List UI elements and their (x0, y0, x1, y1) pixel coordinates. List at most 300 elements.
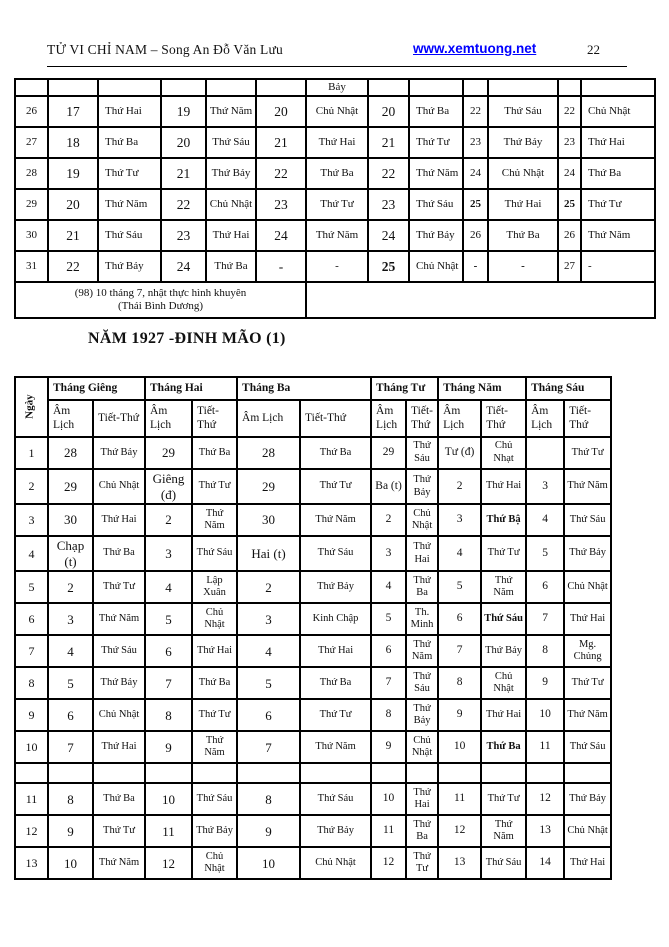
cell: Thứ Sáu (409, 189, 463, 220)
cell: 22 (161, 189, 206, 220)
cell: 20 (161, 127, 206, 158)
table-row (15, 437, 611, 469)
cell: 11 (526, 731, 564, 763)
cell: Thứ Bảy (406, 699, 438, 731)
cell: 12 (15, 815, 48, 847)
cell: Thứ Hai (581, 127, 655, 158)
cell: Chạp (t) (48, 536, 93, 571)
cell (526, 763, 564, 783)
cell: 9 (237, 815, 300, 847)
cell: 19 (48, 158, 98, 189)
cell: Thứ Sáu (406, 437, 438, 469)
footnote-line-2: (Thái Bình Dương) (117, 300, 204, 313)
cell: Thứ Ba (488, 220, 558, 251)
day-column-label: Ngày (23, 394, 36, 419)
cell: 8 (145, 699, 192, 731)
cell: 6 (371, 635, 406, 667)
cell: Mg. Chủng (564, 635, 611, 667)
cell: - (463, 251, 488, 282)
cell: Chủ Nhật (481, 667, 526, 699)
partial-row (15, 79, 655, 96)
cell: Thứ Năm (564, 699, 611, 731)
cell: Thứ Năm (93, 847, 145, 879)
cell: Thứ Hai (300, 635, 371, 667)
cell: 27 (558, 251, 581, 282)
cell: Chủ Nhật (406, 731, 438, 763)
cell: Thứ Hai (488, 189, 558, 220)
cell: 11 (371, 815, 406, 847)
cell: Thứ Ba (192, 437, 237, 469)
cell: 17 (48, 96, 98, 127)
table-row (15, 220, 655, 251)
cell (564, 763, 611, 783)
cell: Thứ Bảy (300, 571, 371, 603)
table-row (15, 127, 655, 158)
subheader-tiet-thu: Tiết-Thứ (192, 400, 237, 437)
cell: 9 (438, 699, 481, 731)
cell: 29 (48, 469, 93, 504)
calendar-table (14, 376, 612, 880)
cell: Chủ Nhật (93, 699, 145, 731)
subheader-am-lich: Âm Lịch (48, 400, 93, 437)
cell: Thứ Năm (192, 504, 237, 536)
cell: 7 (145, 667, 192, 699)
cell: 28 (48, 437, 93, 469)
cell: 24 (368, 220, 409, 251)
cell: Thứ Hai (406, 536, 438, 571)
cell: Th. Minh (406, 603, 438, 635)
table-row (15, 469, 611, 504)
cell: 23 (161, 220, 206, 251)
cell: 11 (438, 783, 481, 815)
cell: Chủ Nhật (93, 469, 145, 504)
cell: Thứ Sáu (406, 667, 438, 699)
cell: 12 (145, 847, 192, 879)
cell: 23 (256, 189, 306, 220)
cell (256, 79, 306, 96)
cell: Thứ Tư (406, 847, 438, 879)
cell: 2 (15, 469, 48, 504)
cell: Thứ Hai (564, 847, 611, 879)
cell: Thứ Ba (93, 783, 145, 815)
cell: Thứ Năm (564, 469, 611, 504)
cell: Thứ Hai (98, 96, 161, 127)
cell: Thứ Ba (93, 536, 145, 571)
cell: Thứ Ba (300, 667, 371, 699)
cell: 2 (237, 571, 300, 603)
cell: Thứ Sáu (300, 783, 371, 815)
cell: 29 (371, 437, 406, 469)
cell: 29 (145, 437, 192, 469)
subheader-tiet-thu: Tiết-Thứ (406, 400, 438, 437)
cell: 13 (15, 847, 48, 879)
cell: 20 (256, 96, 306, 127)
table-row (15, 504, 611, 536)
cell: Thứ Hai (406, 783, 438, 815)
cell: Thứ Hai (481, 699, 526, 731)
cell: 23 (463, 127, 488, 158)
cell: Thứ Bảy (98, 251, 161, 282)
cell (406, 763, 438, 783)
cell (463, 79, 488, 96)
cell: Thứ Ba (306, 158, 368, 189)
cell: 3 (438, 504, 481, 536)
cell: Ba (t) (371, 469, 406, 504)
table-row (15, 536, 611, 571)
cell: Thứ Sáu (488, 96, 558, 127)
cell: Thứ Năm (581, 220, 655, 251)
cell: 9 (48, 815, 93, 847)
cell: 6 (526, 571, 564, 603)
cell: Thứ Bảy (409, 220, 463, 251)
cell: 24 (256, 220, 306, 251)
subheader-am-lich: Âm Lịch (237, 400, 300, 437)
cell: Thứ Ba (581, 158, 655, 189)
prev-month-table (14, 78, 656, 319)
cell: Thứ Tư (306, 189, 368, 220)
month-header: Tháng Giêng (48, 377, 145, 400)
cell (488, 79, 558, 96)
cell: 8 (48, 783, 93, 815)
table-row (15, 571, 611, 603)
cell: Thứ Sáu (481, 603, 526, 635)
cell: 18 (48, 127, 98, 158)
table-row (15, 603, 611, 635)
table-row (15, 189, 655, 220)
cell: 30 (15, 220, 48, 251)
cell: Thứ Sáu (300, 536, 371, 571)
cell: 6 (237, 699, 300, 731)
cell: Thứ Bảy (206, 158, 256, 189)
cell: 10 (15, 731, 48, 763)
cell: Thứ Năm (481, 571, 526, 603)
cell: 5 (237, 667, 300, 699)
cell: 4 (526, 504, 564, 536)
cell: 30 (237, 504, 300, 536)
cell: 9 (145, 731, 192, 763)
cell: 7 (438, 635, 481, 667)
table-row (15, 783, 611, 815)
cell: 13 (438, 847, 481, 879)
cell: 21 (161, 158, 206, 189)
cell: 22 (48, 251, 98, 282)
cell: 31 (15, 251, 48, 282)
cell: - (581, 251, 655, 282)
cell (481, 763, 526, 783)
table-row (15, 251, 655, 282)
cell: 23 (368, 189, 409, 220)
table-row (15, 731, 611, 763)
cell: Thứ Ba (192, 667, 237, 699)
cell: 5 (15, 571, 48, 603)
cell: 2 (145, 504, 192, 536)
cell: 12 (526, 783, 564, 815)
month-header: Tháng Năm (438, 377, 526, 400)
cell (98, 79, 161, 96)
cell: 9 (526, 667, 564, 699)
cell: Thứ Tư (93, 571, 145, 603)
cell: Thứ Hai (481, 469, 526, 504)
cell: Chủ Nhật (409, 251, 463, 282)
cell (237, 763, 300, 783)
cell: Thứ Năm (93, 603, 145, 635)
cell: Thứ Tư (98, 158, 161, 189)
table-row (15, 158, 655, 189)
cell: Thứ Tư (192, 469, 237, 504)
year-heading: NĂM 1927 -ĐINH MÃO (1) (88, 330, 286, 347)
cell: 10 (145, 783, 192, 815)
cell: 26 (463, 220, 488, 251)
cell: Thứ Ba (98, 127, 161, 158)
cell: Thứ Bảy (481, 635, 526, 667)
cell: 3 (526, 469, 564, 504)
cell: 7 (15, 635, 48, 667)
cell: Thứ Tư (192, 699, 237, 731)
cell: 10 (48, 847, 93, 879)
cell: Thứ Ba (206, 251, 256, 282)
table-row (15, 847, 611, 879)
cell (48, 763, 93, 783)
cell: Chủ Nhật (564, 815, 611, 847)
cell: - (306, 251, 368, 282)
cell: Thứ Bảy (488, 127, 558, 158)
cell: Hai (t) (237, 536, 300, 571)
cell: 23 (558, 127, 581, 158)
cell (15, 79, 48, 96)
cell: 3 (145, 536, 192, 571)
cell: Tư (đ) (438, 437, 481, 469)
cell: Thứ Hai (564, 603, 611, 635)
cell: 27 (15, 127, 48, 158)
document-title: TỬ VI CHỈ NAM – Song An Đỗ Văn Lưu (47, 42, 283, 57)
cell: Kinh Chập (300, 603, 371, 635)
cell: Thứ Năm (481, 815, 526, 847)
cell: 11 (145, 815, 192, 847)
cell: Thứ Năm (300, 731, 371, 763)
cell: - (488, 251, 558, 282)
cell (300, 763, 371, 783)
cell: 26 (15, 96, 48, 127)
cell: Thứ Bậ (481, 504, 526, 536)
cell: Thứ Tư (564, 437, 611, 469)
cell: Thứ Tư (581, 189, 655, 220)
cell: Lập Xuân (192, 571, 237, 603)
cell: 22 (558, 96, 581, 127)
cell: 29 (237, 469, 300, 504)
cell: 10 (526, 699, 564, 731)
table-row (15, 635, 611, 667)
cell: 14 (526, 847, 564, 879)
cell: Thứ Năm (206, 96, 256, 127)
cell: Chủ Nhật (564, 571, 611, 603)
cell (145, 763, 192, 783)
cell: 7 (371, 667, 406, 699)
cell (526, 437, 564, 469)
cell: Thứ Tư (564, 667, 611, 699)
cell: 26 (558, 220, 581, 251)
header-rule (47, 66, 627, 67)
cell: Thứ Bảy (93, 667, 145, 699)
cell: Thứ Năm (406, 635, 438, 667)
cell: 21 (256, 127, 306, 158)
cell: Thứ Sáu (98, 220, 161, 251)
month-header: Tháng Tư (371, 377, 438, 400)
cell: Chủ Nhật (300, 847, 371, 879)
cell (368, 79, 409, 96)
cell (93, 763, 145, 783)
cell (409, 79, 463, 96)
page-number: 22 (587, 42, 600, 57)
cell (206, 79, 256, 96)
cell: 4 (15, 536, 48, 571)
cell: 9 (15, 699, 48, 731)
month-header-row (15, 377, 611, 400)
footnote-row (15, 282, 655, 318)
month-header: Tháng Hai (145, 377, 237, 400)
cell: Thứ Tư (300, 699, 371, 731)
cell: 12 (371, 847, 406, 879)
cell: Thứ Hai (306, 127, 368, 158)
cell: 5 (526, 536, 564, 571)
cell: 20 (368, 96, 409, 127)
cell: Chủ Nhật (306, 96, 368, 127)
cell (371, 763, 406, 783)
cell: 8 (526, 635, 564, 667)
cell: 4 (371, 571, 406, 603)
cell: 1 (15, 437, 48, 469)
cell: Thứ Tư (409, 127, 463, 158)
cell: Thứ Bảy (93, 437, 145, 469)
cell: 4 (237, 635, 300, 667)
cell: 3 (237, 603, 300, 635)
subheader-am-lich: Âm Lịch (526, 400, 564, 437)
cell (15, 763, 48, 783)
cell: Chủ Nhật (206, 189, 256, 220)
cell: Thứ Bảy (564, 536, 611, 571)
table-row (15, 699, 611, 731)
cell: 6 (438, 603, 481, 635)
cell: 7 (48, 731, 93, 763)
site-link[interactable]: www.xemtuong.net (413, 41, 537, 56)
cell: 4 (48, 635, 93, 667)
cell: Thứ Ba (406, 815, 438, 847)
cell: 22 (463, 96, 488, 127)
subheader-am-lich: Âm Lịch (371, 400, 406, 437)
cell: 24 (558, 158, 581, 189)
cell: 25 (558, 189, 581, 220)
cell: Thứ Tư (300, 469, 371, 504)
cell: Thứ Năm (98, 189, 161, 220)
cell: 2 (48, 571, 93, 603)
cell: Thứ Tư (481, 536, 526, 571)
cell (581, 79, 655, 96)
cell: Thứ Ba (481, 731, 526, 763)
cell: Thứ Bảy (406, 469, 438, 504)
top-table-body (15, 79, 655, 282)
cell: 19 (161, 96, 206, 127)
cell: Chủ Nhật (406, 504, 438, 536)
cell: Thứ Tư (481, 783, 526, 815)
cell (48, 79, 98, 96)
cell: 30 (48, 504, 93, 536)
cell: 4 (438, 536, 481, 571)
subheader-tiet-thu: Tiết-Thứ (300, 400, 371, 437)
cell (438, 763, 481, 783)
cell: 2 (371, 504, 406, 536)
spacer-row (15, 763, 611, 783)
footnote-line-1: (98) 10 tháng 7, nhật thực hình khuyên (74, 287, 247, 299)
cell: 22 (368, 158, 409, 189)
cell: 28 (15, 158, 48, 189)
cell: 29 (15, 189, 48, 220)
cell: 10 (237, 847, 300, 879)
cell: 8 (438, 667, 481, 699)
cell (558, 79, 581, 96)
subheader-am-lich: Âm Lịch (438, 400, 481, 437)
cell: Bảy (306, 79, 368, 96)
day-column-header (15, 377, 48, 437)
cell: 3 (15, 504, 48, 536)
cell: 5 (48, 667, 93, 699)
cell: Chủ Nhật (192, 847, 237, 879)
cell: 5 (145, 603, 192, 635)
cell: 7 (526, 603, 564, 635)
cell (161, 79, 206, 96)
cell: 2 (438, 469, 481, 504)
cell: Thứ Năm (409, 158, 463, 189)
subheader-tiet-thu: Tiết-Thứ (481, 400, 526, 437)
month-header: Tháng Sáu (526, 377, 611, 400)
cell: 24 (161, 251, 206, 282)
cell: 22 (256, 158, 306, 189)
cell: 6 (48, 699, 93, 731)
cell: Thứ Sáu (564, 731, 611, 763)
subheader-am-lich: Âm Lịch (145, 400, 192, 437)
cell: 3 (371, 536, 406, 571)
cell: Thứ Ba (406, 571, 438, 603)
cell: Thứ Bảy (192, 815, 237, 847)
month-header: Tháng Ba (237, 377, 371, 400)
cell: Thứ Sáu (192, 783, 237, 815)
cell: Thứ Bảy (564, 783, 611, 815)
cell: Thứ Năm (306, 220, 368, 251)
cell: Thứ Sáu (564, 504, 611, 536)
cell: Thứ Năm (300, 504, 371, 536)
cell: 13 (526, 815, 564, 847)
cell: 10 (371, 783, 406, 815)
cell: Thứ Hai (192, 635, 237, 667)
cell: Chủ Nhật (488, 158, 558, 189)
cell: 10 (438, 731, 481, 763)
cell: Thứ Hai (93, 731, 145, 763)
cell: Thứ Hai (206, 220, 256, 251)
cell: Thứ Tư (93, 815, 145, 847)
cell: 25 (463, 189, 488, 220)
cell: 8 (371, 699, 406, 731)
table-row (15, 667, 611, 699)
cell: Thứ Sáu (481, 847, 526, 879)
cell: 21 (48, 220, 98, 251)
cell: 8 (237, 783, 300, 815)
cell: 24 (463, 158, 488, 189)
calendar-body (15, 437, 611, 879)
cell: 25 (368, 251, 409, 282)
cell: Thứ Năm (192, 731, 237, 763)
cell: 11 (15, 783, 48, 815)
cell: Thứ Sáu (206, 127, 256, 158)
cell: Thứ Bảy (300, 815, 371, 847)
footnote-cell (15, 282, 306, 318)
